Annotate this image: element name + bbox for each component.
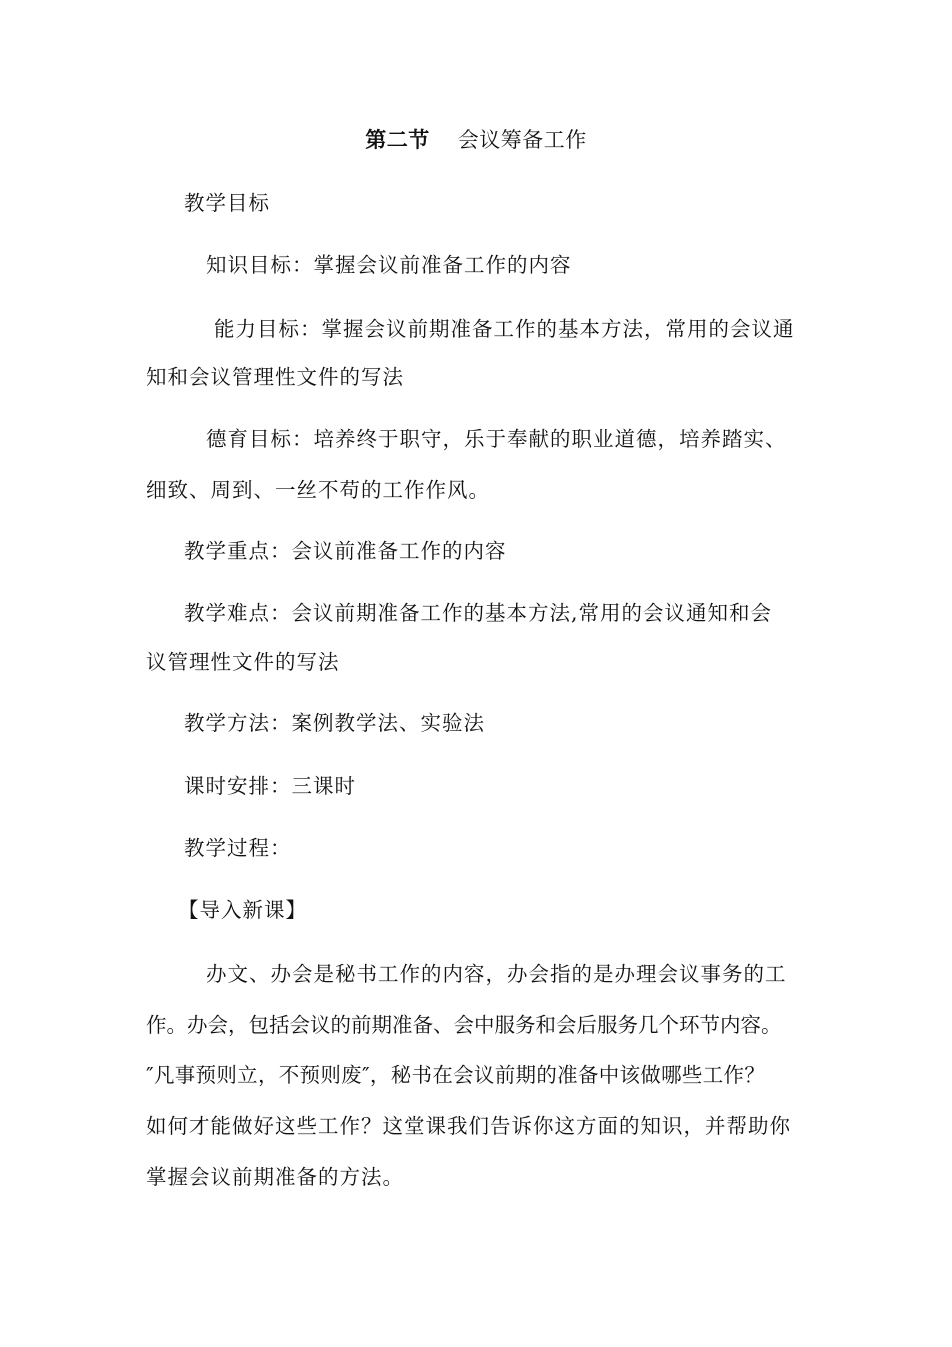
intro-heading: 【导入新课】 (178, 898, 307, 922)
ability-goal-line2: 知和会议管理性文件的写法 (146, 365, 404, 389)
section-number: 第二节 (365, 127, 430, 152)
intro-line5: 掌握会议前期准备的方法。 (146, 1165, 404, 1189)
teaching-method: 教学方法：案例教学法、实验法 (184, 711, 485, 735)
knowledge-goal: 知识目标：掌握会议前准备工作的内容 (206, 253, 572, 277)
key-point: 教学重点：会议前准备工作的内容 (184, 539, 507, 563)
teaching-process: 教学过程： (184, 836, 292, 860)
intro-line3: ″凡事预则立，不预则废″，秘书在会议前期的准备中该做哪些工作？ (146, 1063, 766, 1087)
ability-goal-line1: 能力目标：掌握会议前期准备工作的基本方法，常用的会议通 (214, 317, 795, 341)
moral-goal-line2: 细致、周到、一丝不苟的工作作风。 (146, 478, 490, 502)
intro-line4: 如何才能做好这些工作？这堂课我们告诉你这方面的知识，并帮助你 (146, 1114, 791, 1138)
difficulty-line1: 教学难点：会议前期准备工作的基本方法,常用的会议通知和会 (184, 601, 773, 625)
section-title: 会议筹备工作 (457, 128, 587, 152)
goals-heading: 教学目标 (184, 191, 270, 215)
page-title (0, 122, 952, 158)
intro-line2: 作。办会，包括会议的前期准备、会中服务和会后服务几个环节内容。 (146, 1013, 782, 1037)
difficulty-line2: 议管理性文件的写法 (146, 650, 340, 674)
intro-line1: 办文、办会是秘书工作的内容，办会指的是办理会议事务的工 (206, 962, 787, 986)
schedule: 课时安排：三课时 (184, 774, 356, 798)
moral-goal-line1: 德育目标：培养终于职守，乐于奉献的职业道德，培养踏实、 (206, 427, 787, 451)
